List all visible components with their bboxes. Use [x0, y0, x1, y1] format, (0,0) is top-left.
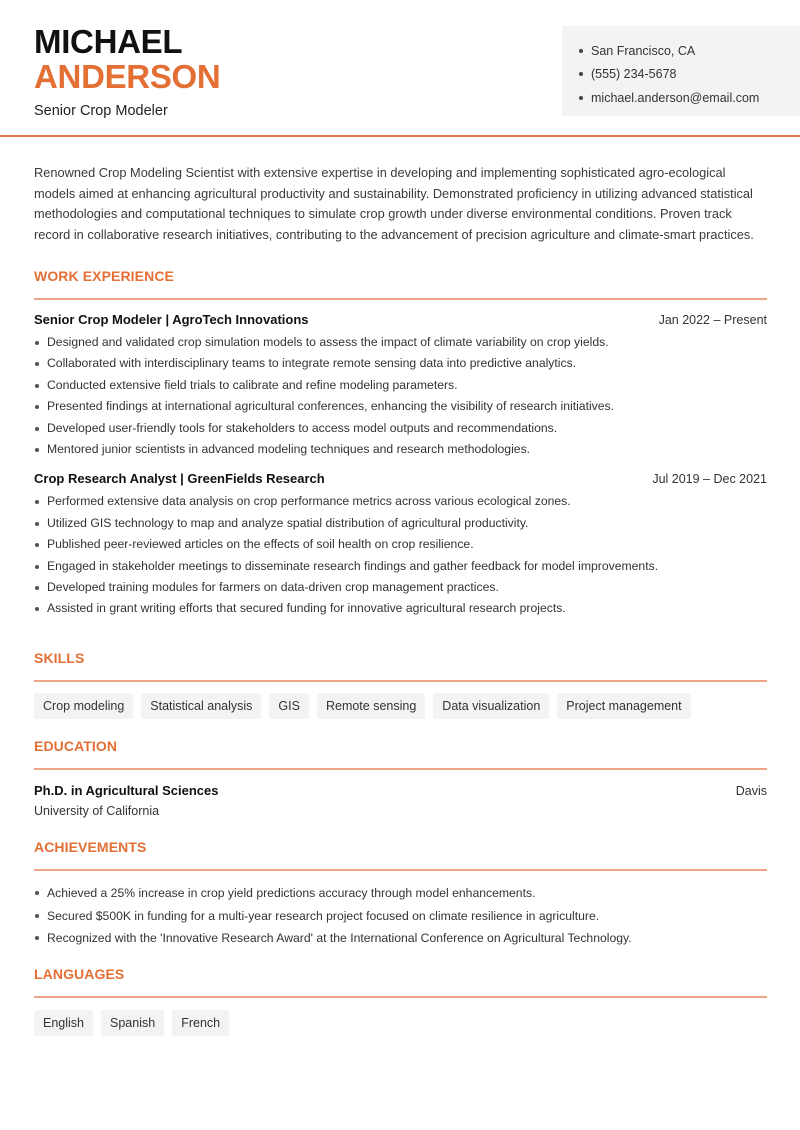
- summary: Renowned Crop Modeling Scientist with extensive expertise in developing and implementing sophisticated agro-ecological models aimed at enhancing agricultural productivity and sustainability. Demonstrated proficiency in utilizing advanced statistical methodologies and computational techniques to simulate crop growth under diverse environmental conditions. Proven track record in collaborative research initiatives, contributing to the advancement of precision agriculture and climate-smart practices.: [34, 165, 754, 242]
- list-item: Designed and validated crop simulation models to assess the impact of climate variability on crop yields.: [34, 332, 767, 353]
- job-dates: Jan 2022 – Present: [658, 313, 767, 327]
- languages-section: [34, 966, 767, 1036]
- job-title: Senior Crop Modeler: [34, 103, 168, 119]
- education-section: [34, 738, 767, 818]
- section-title-education: EDUCATION: [34, 738, 118, 754]
- education-entry: [34, 783, 767, 798]
- skill-tag: Statistical analysis: [141, 693, 261, 719]
- list-item: Published peer-reviewed articles on the effects of soil health on crop resilience.: [34, 534, 767, 555]
- achievements-list: [34, 882, 767, 950]
- list-item: Engaged in stakeholder meetings to disseminate research findings and gather feedback for model improvements.: [34, 556, 767, 577]
- section-title-achievements: ACHIEVEMENTS: [34, 839, 147, 855]
- language-tag: French: [172, 1010, 229, 1036]
- location-text: San Francisco, CA: [591, 43, 696, 58]
- skill-tag: Remote sensing: [317, 693, 425, 719]
- skill-tag: Project management: [557, 693, 690, 719]
- job-heading: Crop Research Analyst | GreenFields Research: [34, 471, 325, 487]
- contact-location: [579, 39, 800, 63]
- section-title-work: WORK EXPERIENCE: [34, 268, 174, 284]
- list-item: Mentored junior scientists in advanced modeling techniques and research methodologies.: [34, 439, 767, 460]
- achievements-section: [34, 839, 767, 950]
- section-title-languages: LANGUAGES: [34, 966, 125, 982]
- skills-section: [34, 650, 767, 719]
- list-item: Conducted extensive field trials to calibrate and refine modeling parameters.: [34, 375, 767, 396]
- list-item: Developed training modules for farmers on data-driven crop management practices.: [34, 577, 767, 598]
- list-item: Assisted in grant writing efforts that secured funding for innovative agricultural research projects.: [34, 598, 767, 619]
- job-entry: [34, 312, 767, 460]
- work-experience-section: [34, 268, 767, 620]
- email-text: michael.anderson@email.com: [591, 90, 760, 105]
- section-divider: [34, 680, 767, 682]
- section-title-skills: SKILLS: [34, 650, 85, 666]
- skills-tags: [34, 693, 767, 719]
- list-item: Recognized with the 'Innovative Research Award' at the International Conference on Agricultural Technology.: [34, 927, 767, 950]
- list-item: Utilized GIS technology to map and analyze spatial distribution of agricultural productivity.: [34, 513, 767, 534]
- contact-email: [579, 86, 800, 110]
- section-divider: [34, 869, 767, 871]
- job-entry: [34, 471, 767, 619]
- skill-tag: Data visualization: [433, 693, 549, 719]
- list-item: Developed user-friendly tools for stakeholders to access model outputs and recommendations.: [34, 418, 767, 439]
- skill-tag: Crop modeling: [34, 693, 133, 719]
- bullet-icon: [579, 72, 583, 76]
- first-name: MICHAEL: [34, 23, 183, 60]
- resume-header: [0, 0, 800, 137]
- degree: Ph.D. in Agricultural Sciences: [34, 783, 219, 798]
- last-name: ANDERSON: [34, 58, 221, 95]
- section-divider: [34, 996, 767, 998]
- contact-phone: [579, 63, 800, 87]
- bullet-icon: [579, 96, 583, 100]
- name-block: [34, 24, 220, 119]
- job-heading: Senior Crop Modeler | AgroTech Innovations: [34, 312, 309, 327]
- list-item: Secured $500K in funding for a multi-year research project focused on climate resilience in agriculture.: [34, 905, 767, 928]
- list-item: Presented findings at international agricultural conferences, enhancing the visibility of research initiatives.: [34, 396, 767, 417]
- education-location: Davis: [735, 784, 767, 798]
- school: University of California: [34, 804, 160, 818]
- job-bullets: [34, 332, 767, 460]
- language-tags: [34, 1010, 767, 1036]
- phone-text: (555) 234-5678: [591, 67, 677, 82]
- section-divider: [34, 768, 767, 770]
- skill-tag: GIS: [269, 693, 309, 719]
- list-item: Collaborated with interdisciplinary teams to integrate remote sensing data into predictive analytics.: [34, 353, 767, 374]
- job-dates: Jul 2019 – Dec 2021: [652, 472, 767, 487]
- list-item: Performed extensive data analysis on crop performance metrics across various ecological zones.: [34, 491, 767, 512]
- language-tag: Spanish: [101, 1010, 164, 1036]
- section-divider: [34, 298, 767, 300]
- bullet-icon: [579, 49, 583, 53]
- job-bullets: [34, 491, 767, 619]
- job-header: [34, 471, 767, 486]
- language-tag: English: [34, 1010, 93, 1036]
- job-header: [34, 312, 767, 327]
- contact-box: [562, 26, 800, 116]
- list-item: Achieved a 25% increase in crop yield predictions accuracy through model enhancements.: [34, 882, 767, 905]
